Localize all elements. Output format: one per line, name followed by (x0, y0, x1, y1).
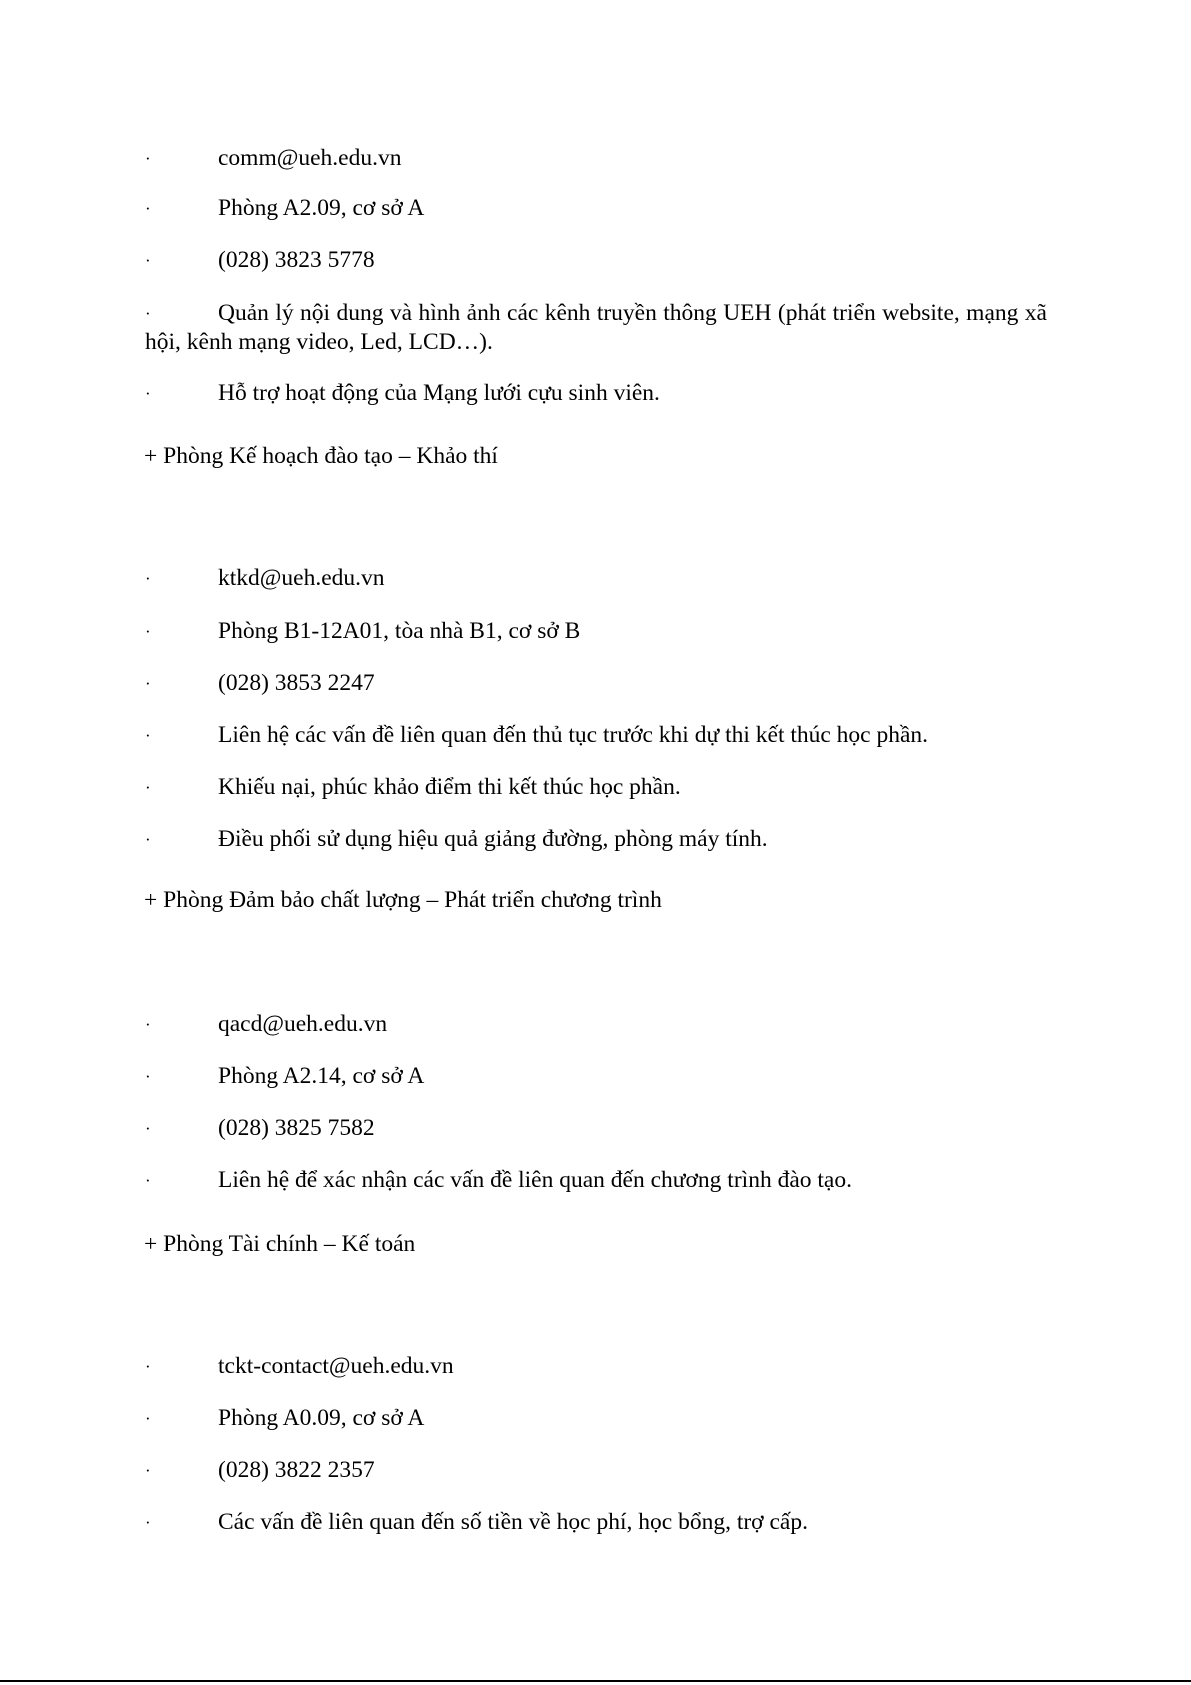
bullet-marker: · (145, 1409, 151, 1428)
email-text: comm@ueh.edu.vn (218, 145, 402, 171)
phone-text: (028) 3823 5778 (218, 247, 375, 273)
description-text: Khiếu nại, phúc khảo điểm thi kết thúc học phần. (218, 774, 681, 800)
bullet-marker: · (145, 251, 151, 270)
bullet-marker: · (145, 1461, 151, 1480)
bullet-marker: · (145, 1171, 151, 1190)
email-text: qacd@ueh.edu.vn (218, 1011, 388, 1037)
phone-text: (028) 3822 2357 (218, 1457, 375, 1483)
bullet-marker: · (145, 569, 151, 588)
bullet-marker: · (145, 149, 151, 168)
bullet-marker: · (145, 1015, 151, 1034)
description-text: Hỗ trợ hoạt động của Mạng lưới cựu sinh viên. (218, 380, 660, 406)
section-heading: + Phòng Tài chính – Kế toán (144, 1231, 416, 1257)
bullet-marker: · (145, 830, 151, 849)
section-heading: + Phòng Đảm bảo chất lượng – Phát triển chương trình (144, 887, 662, 913)
phone-text: (028) 3825 7582 (218, 1115, 375, 1141)
address-text: Phòng A2.09, cơ sở A (218, 195, 425, 221)
bullet-marker: · (145, 384, 151, 403)
page-bottom-border (0, 1680, 1191, 1682)
description-text: Điều phối sử dụng hiệu quả giảng đường, phòng máy tính. (218, 826, 768, 852)
section-heading: + Phòng Kế hoạch đào tạo – Khảo thí (144, 443, 498, 469)
bullet-marker: · (145, 622, 151, 641)
bullet-marker: · (145, 304, 151, 323)
description-text: Liên hệ để xác nhận các vấn đề liên quan đến chương trình đào tạo. (218, 1167, 852, 1193)
address-text: Phòng A2.14, cơ sở A (218, 1063, 425, 1089)
bullet-marker: · (145, 1067, 151, 1086)
bullet-marker: · (145, 726, 151, 745)
address-text: Phòng A0.09, cơ sở A (218, 1405, 425, 1431)
address-text: Phòng B1-12A01, tòa nhà B1, cơ sở B (218, 618, 581, 644)
description-text: Quản lý nội dung và hình ảnh các kênh truyền thông UEH (phát triển website, mạng xã hội, kênh mạng video, Led, LCD…). (145, 300, 1047, 355)
bullet-marker: · (145, 1119, 151, 1138)
email-text: ktkd@ueh.edu.vn (218, 565, 385, 591)
email-text: tckt-contact@ueh.edu.vn (218, 1353, 454, 1379)
bullet-marker: · (145, 1357, 151, 1376)
list-item-multiline (145, 299, 1047, 357)
bullet-marker: · (145, 674, 151, 693)
phone-text: (028) 3853 2247 (218, 670, 375, 696)
bullet-marker: · (145, 778, 151, 797)
bullet-marker: · (145, 199, 151, 218)
bullet-marker: · (145, 1513, 151, 1532)
description-text: Các vấn đề liên quan đến số tiền về học phí, học bổng, trợ cấp. (218, 1509, 808, 1535)
description-text: Liên hệ các vấn đề liên quan đến thủ tục trước khi dự thi kết thúc học phần. (218, 722, 929, 748)
